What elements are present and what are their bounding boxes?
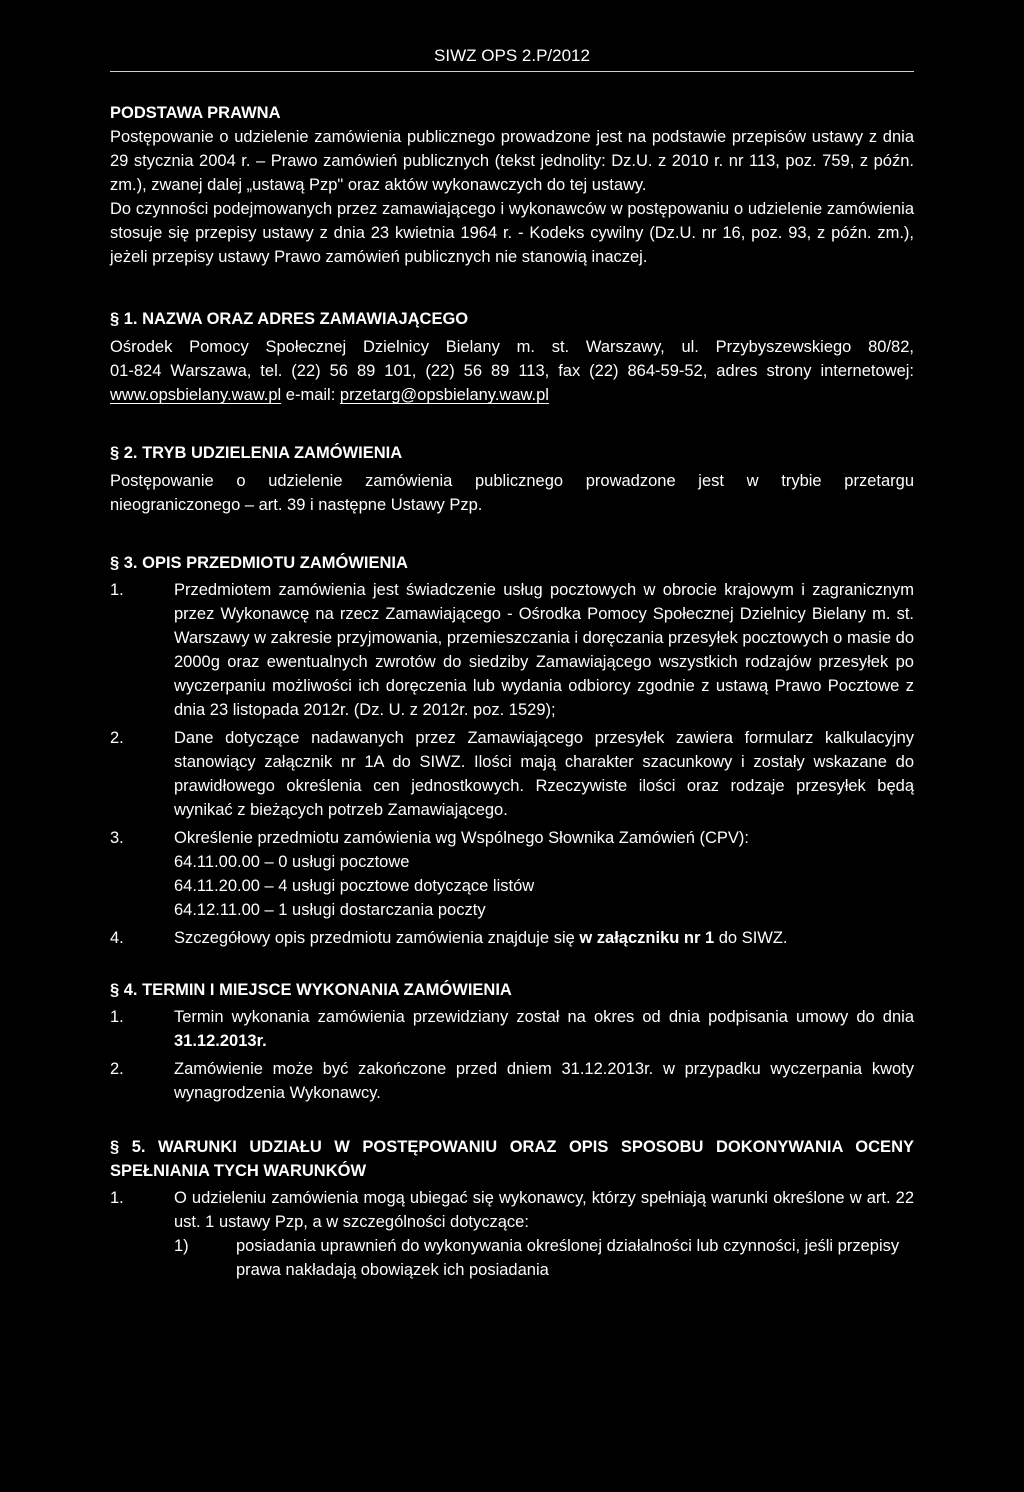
text-run: Termin wykonania zamówienia przewidziany został na okres od dnia podpisania umowy do dnia <box>174 1008 914 1026</box>
section-heading-legal-basis: PODSTAWA PRAWNA <box>110 104 281 122</box>
text-run: Szczegółowy opis przedmiotu zamówienia znajduje się <box>174 929 580 947</box>
list-item-number: 1. <box>110 581 124 599</box>
procedure-mode-line-1: Postępowanie o udzielenie zamówienia publicznego prowadzone jest w trybie przetargu <box>110 472 914 490</box>
list-item-number: 1. <box>110 1008 124 1026</box>
section-legal-basis <box>110 101 914 269</box>
list-item-text <box>174 1005 914 1053</box>
list-item <box>110 1005 914 1053</box>
list-item-number: 1. <box>110 1189 124 1207</box>
subject-list <box>110 578 914 950</box>
procedure-mode-line-2: nieograniczonego – art. 39 i następne Ustawy Pzp. <box>110 496 483 514</box>
sublist-item-text: posiadania uprawnień do wykonywania określonej działalności lub czynności, jeśli przepisy prawa nakładają obowiązek ich posiadania <box>236 1237 900 1279</box>
list-item-text: O udzieleniu zamówienia mogą ubiegać się wykonawcy, którzy spełniają warunki określone w art. 22 ust. 1 ustawy Pzp, a w szczególności dotyczące: <box>174 1189 914 1231</box>
section-heading-2: § 2. TRYB UDZIELENIA ZAMÓWIENIA <box>110 444 403 462</box>
contact-links <box>110 383 914 407</box>
section-heading-4: § 4. TERMIN I MIEJSCE WYKONANIA ZAMÓWIENIA <box>110 981 512 999</box>
list-item-number: 2. <box>110 729 124 747</box>
cpv-code-list <box>174 850 914 922</box>
section-1 <box>110 307 914 407</box>
section-5 <box>110 1135 914 1282</box>
list-item <box>110 926 914 950</box>
list-item <box>110 578 914 722</box>
list-item-text: Dane dotyczące nadawanych przez Zamawiającego przesyłek zawiera formularz kalkulacyjny stanowiący załącznik nr 1A do SIWZ. Ilości mają charakter szacunkowy i zostały wskazane do prawidłowego określenia cen jednostkowych. Rzeczywiste ilości oraz rodzaje przesyłek będą wynikać z bieżących potrzeb Zamawiającego. <box>174 729 914 819</box>
bold-text-run: w załączniku nr 1 <box>579 929 715 947</box>
list-item-text <box>174 926 914 950</box>
section-3 <box>110 551 914 950</box>
list-item <box>110 1186 914 1282</box>
bold-text-run: 31.12.2013r. <box>174 1032 267 1050</box>
list-item <box>110 726 914 822</box>
term-list <box>110 1005 914 1105</box>
conditions-sublist <box>174 1234 914 1282</box>
section-heading-1: § 1. NAZWA ORAZ ADRES ZAMAWIAJĄCEGO <box>110 310 469 328</box>
contracting-authority-line-2: 01-824 Warszawa, tel. (22) 56 89 101, (22) 56 89 113, fax (22) 864-59-52, adres strony internetowej: <box>110 362 914 380</box>
cpv-code: 64.11.00.00 – 0 usługi pocztowe <box>174 853 410 871</box>
list-item-number: 4. <box>110 929 124 947</box>
section-heading-5: § 5. WARUNKI UDZIAŁU W POSTĘPOWANIU ORAZ OPIS SPOSOBU DOKONYWANIA OCENY SPEŁNIANIA TYCH WARUNKÓW <box>110 1138 914 1180</box>
conditions-list <box>110 1186 914 1282</box>
list-item-text: Zamówienie może być zakończone przed dniem 31.12.2013r. w przypadku wyczerpania kwoty wynagrodzenia Wykonawcy. <box>174 1060 914 1102</box>
cpv-code: 64.11.20.00 – 4 usługi pocztowe dotyczące listów <box>174 877 535 895</box>
document-header: SIWZ OPS 2.P/2012 <box>434 46 590 65</box>
section-heading-3: § 3. OPIS PRZEDMIOTU ZAMÓWIENIA <box>110 554 408 572</box>
list-item <box>110 826 914 922</box>
website-link[interactable]: www.opsbielany.waw.pl <box>110 386 282 404</box>
sublist-item <box>174 1234 914 1282</box>
list-item-number: 3. <box>110 829 124 847</box>
cpv-code: 64.12.11.00 – 1 usługi dostarczania poczty <box>174 901 486 919</box>
contracting-authority-line-1: Ośrodek Pomocy Społecznej Dzielnicy Bielany m. st. Warszawy, ul. Przybyszewskiego 80/82, <box>110 338 914 356</box>
list-item-number: 2. <box>110 1060 124 1078</box>
sublist-item-number: 1) <box>174 1237 189 1255</box>
email-link[interactable]: przetarg@opsbielany.waw.pl <box>339 386 549 404</box>
text-run: do SIWZ. <box>714 929 788 947</box>
list-item <box>110 1057 914 1105</box>
section-4 <box>110 978 914 1105</box>
document-body <box>110 101 914 1286</box>
header-divider <box>110 71 914 72</box>
email-label: e-mail: <box>281 386 340 404</box>
list-item-text: Określenie przedmiotu zamówienia wg Wspólnego Słownika Zamówień (CPV): <box>174 829 749 847</box>
legal-basis-paragraph-2: Do czynności podejmowanych przez zamawiającego i wykonawców w postępowaniu o udzielenie zamówienia stosuje się przepisy ustawy z dnia 23 kwietnia 1964 r. - Kodeks cywilny (Dz.U. nr 16, poz. 93, z późn. zm.), jeżeli przepisy ustawy Prawo zamówień publicznych nie stanowią inaczej. <box>110 200 914 266</box>
legal-basis-paragraph-1: Postępowanie o udzielenie zamówienia publicznego prowadzone jest na podstawie przepisów ustawy z dnia 29 stycznia 2004 r. – Prawo zamówień publicznych (tekst jednolity: Dz.U. z 2010 r. nr 113, poz. 759, z późn. zm.), zwanej dalej „ustawą Pzp" oraz aktów wykonawczych do tej ustawy. <box>110 128 914 194</box>
list-item-text: Przedmiotem zamówienia jest świadczenie usług pocztowych w obrocie krajowym i zagranicznym przez Wykonawcę na rzecz Zamawiającego - Ośrodka Pomocy Społecznej Dzielnicy Bielany m. st. Warszawy w zakresie przyjmowania, przemieszczania i doręczania przesyłek pocztowych o masie do 2000g oraz ewentualnych zwrotów do siedziby Zamawiającego wszystkich rodzajów przesyłek po wyczerpaniu możliwości ich doręczenia lub wydania odbiorcy zgodnie z ustawą Prawo Pocztowe z dnia 23 listopada 2012r. (Dz. U. z 2012r. poz. 1529); <box>174 581 914 719</box>
section-2 <box>110 441 914 517</box>
